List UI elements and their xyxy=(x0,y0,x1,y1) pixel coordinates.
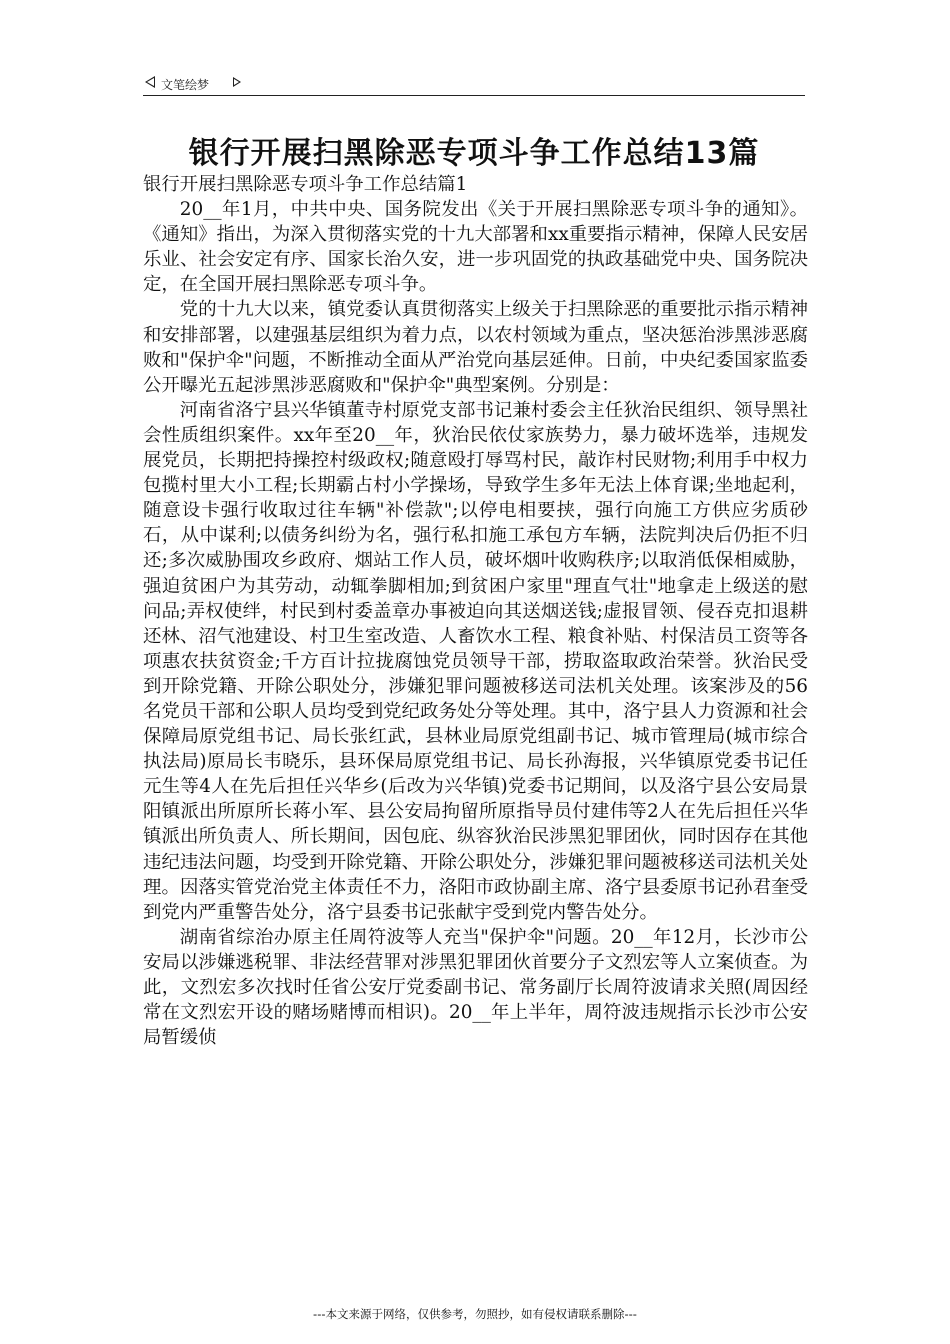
paragraph: 20__年1月，中共中央、国务院发出《关于开展扫黑除恶专项斗争的通知》。《通知》指出，为深入贯彻落实党的十九大部署和xx重要指示精神，保障人民安居乐业、社会安定有序、国家长治久安，进一步巩固党的执政基础党中央、国务院决定，在全国开展扫黑除恶专项斗争。 xyxy=(143,199,808,296)
paragraph: 河南省洛宁县兴华镇董寺村原党支部书记兼村委会主任狄治民组织、领导黑社会性质组织案件。xx年至20__年，狄治民依仗家族势力，暴力破坏选举，违规发展党员，长期把持操控村级政权;随意殴打辱骂村民，敲诈村民财物;利用手中权力包揽村里大小工程;长期霸占村小学操场，导致学生多年无法上体育课;坐地起利，随意设卡强行收取过往车辆"补偿款";以停电相要挟，强行向施工方供应劣质砂石，从中谋利;以债务纠纷为名，强行私扣施工承包方车辆，法院判决后仍拒不归还;多次威胁围攻乡政府、烟站工作人员，破坏烟叶收购秩序;以取消低保相威胁，强迫贫困户为其劳动，动辄拳脚相加;到贫困户家里"理直气壮"地拿走上级送的慰问品;弄权使绊，村民到村委盖章办事被迫向其送烟送钱;虚报冒领、侵吞克扣退耕还林、沼气池建设、村卫生室改造、人畜饮水工程、粮食补贴、村保洁员工资等各项惠农扶贫资金;千方百计拉拢腐蚀党员领导干部，捞取盗取政治荣誉。狄治民受到开除党籍、开除公职处分，涉嫌犯罪问题被移送司法机关处理。该案涉及的56名党员干部和公职人员均受到党纪政务处分等处理。其中，洛宁县人力资源和社会保障局原党组书记、局长张红武，县林业局原党组副书记、城市管理局(城市综合执法局)原局长韦晓乐，县环保局原党组书记、局长孙海报，兴华镇原党委书记任元生等4人在先后担任兴华乡(后改为兴华镇)党委书记期间，以及洛宁县公安局景阳镇派出所原所长蒋小军、县公安局拘留所原指导员付建伟等2人在先后担任兴华镇派出所负责人、所长期间，因包庇、纵容狄治民涉黑犯罪团伙，同时因存在其他违纪违法问题，均受到开除党籍、开除公职处分，涉嫌犯罪问题被移送司法机关处理。因落实管党治党主体责任不力，洛阳市政协副主席、洛宁县委原书记孙君奎受到党内严重警告处分，洛宁县委书记张献宇受到党内警告处分。 xyxy=(143,399,808,923)
page-header xyxy=(143,74,805,96)
document-title: 银行开展扫黑除恶专项斗争工作总结13篇 xyxy=(188,136,760,171)
triangle-left-icon xyxy=(145,76,155,88)
paragraph: 湖南省综治办原主任周符波等人充当"保护伞"问题。20__年12月，长沙市公安局以涉嫌逃税罪、非法经营罪对涉黑犯罪团伙首要分子文烈宏等人立案侦查。为此，文烈宏多次找时任省公安厅党委副书记、常务副厅长周符波请求关照(周因经常在文烈宏开设的赌场赌博而相识)。20__年上半年，周符波违规指示长沙市公安局暂缓侦 xyxy=(143,926,808,1049)
document-body xyxy=(143,172,808,1050)
triangle-right-icon xyxy=(233,77,241,87)
page-footer-notice: ---本文来源于网络，仅供参考，勿照抄，如有侵权请联系删除--- xyxy=(313,1307,637,1321)
paragraph: 党的十九大以来，镇党委认真贯彻落实上级关于扫黑除恶的重要批示指示精神和安排部署，以建强基层组织为着力点，以农村领域为重点，坚决惩治涉黑涉恶腐败和"保护伞"问题，不断推动全面从严治党向基层延伸。日前，中央纪委国家监委公开曝光五起涉黑涉恶腐败和"保护伞"典型案例。分别是： xyxy=(143,299,808,396)
document-subtitle: 银行开展扫黑除恶专项斗争工作总结篇1 xyxy=(143,174,468,195)
header-brand: 文笔绘梦 xyxy=(161,78,210,92)
